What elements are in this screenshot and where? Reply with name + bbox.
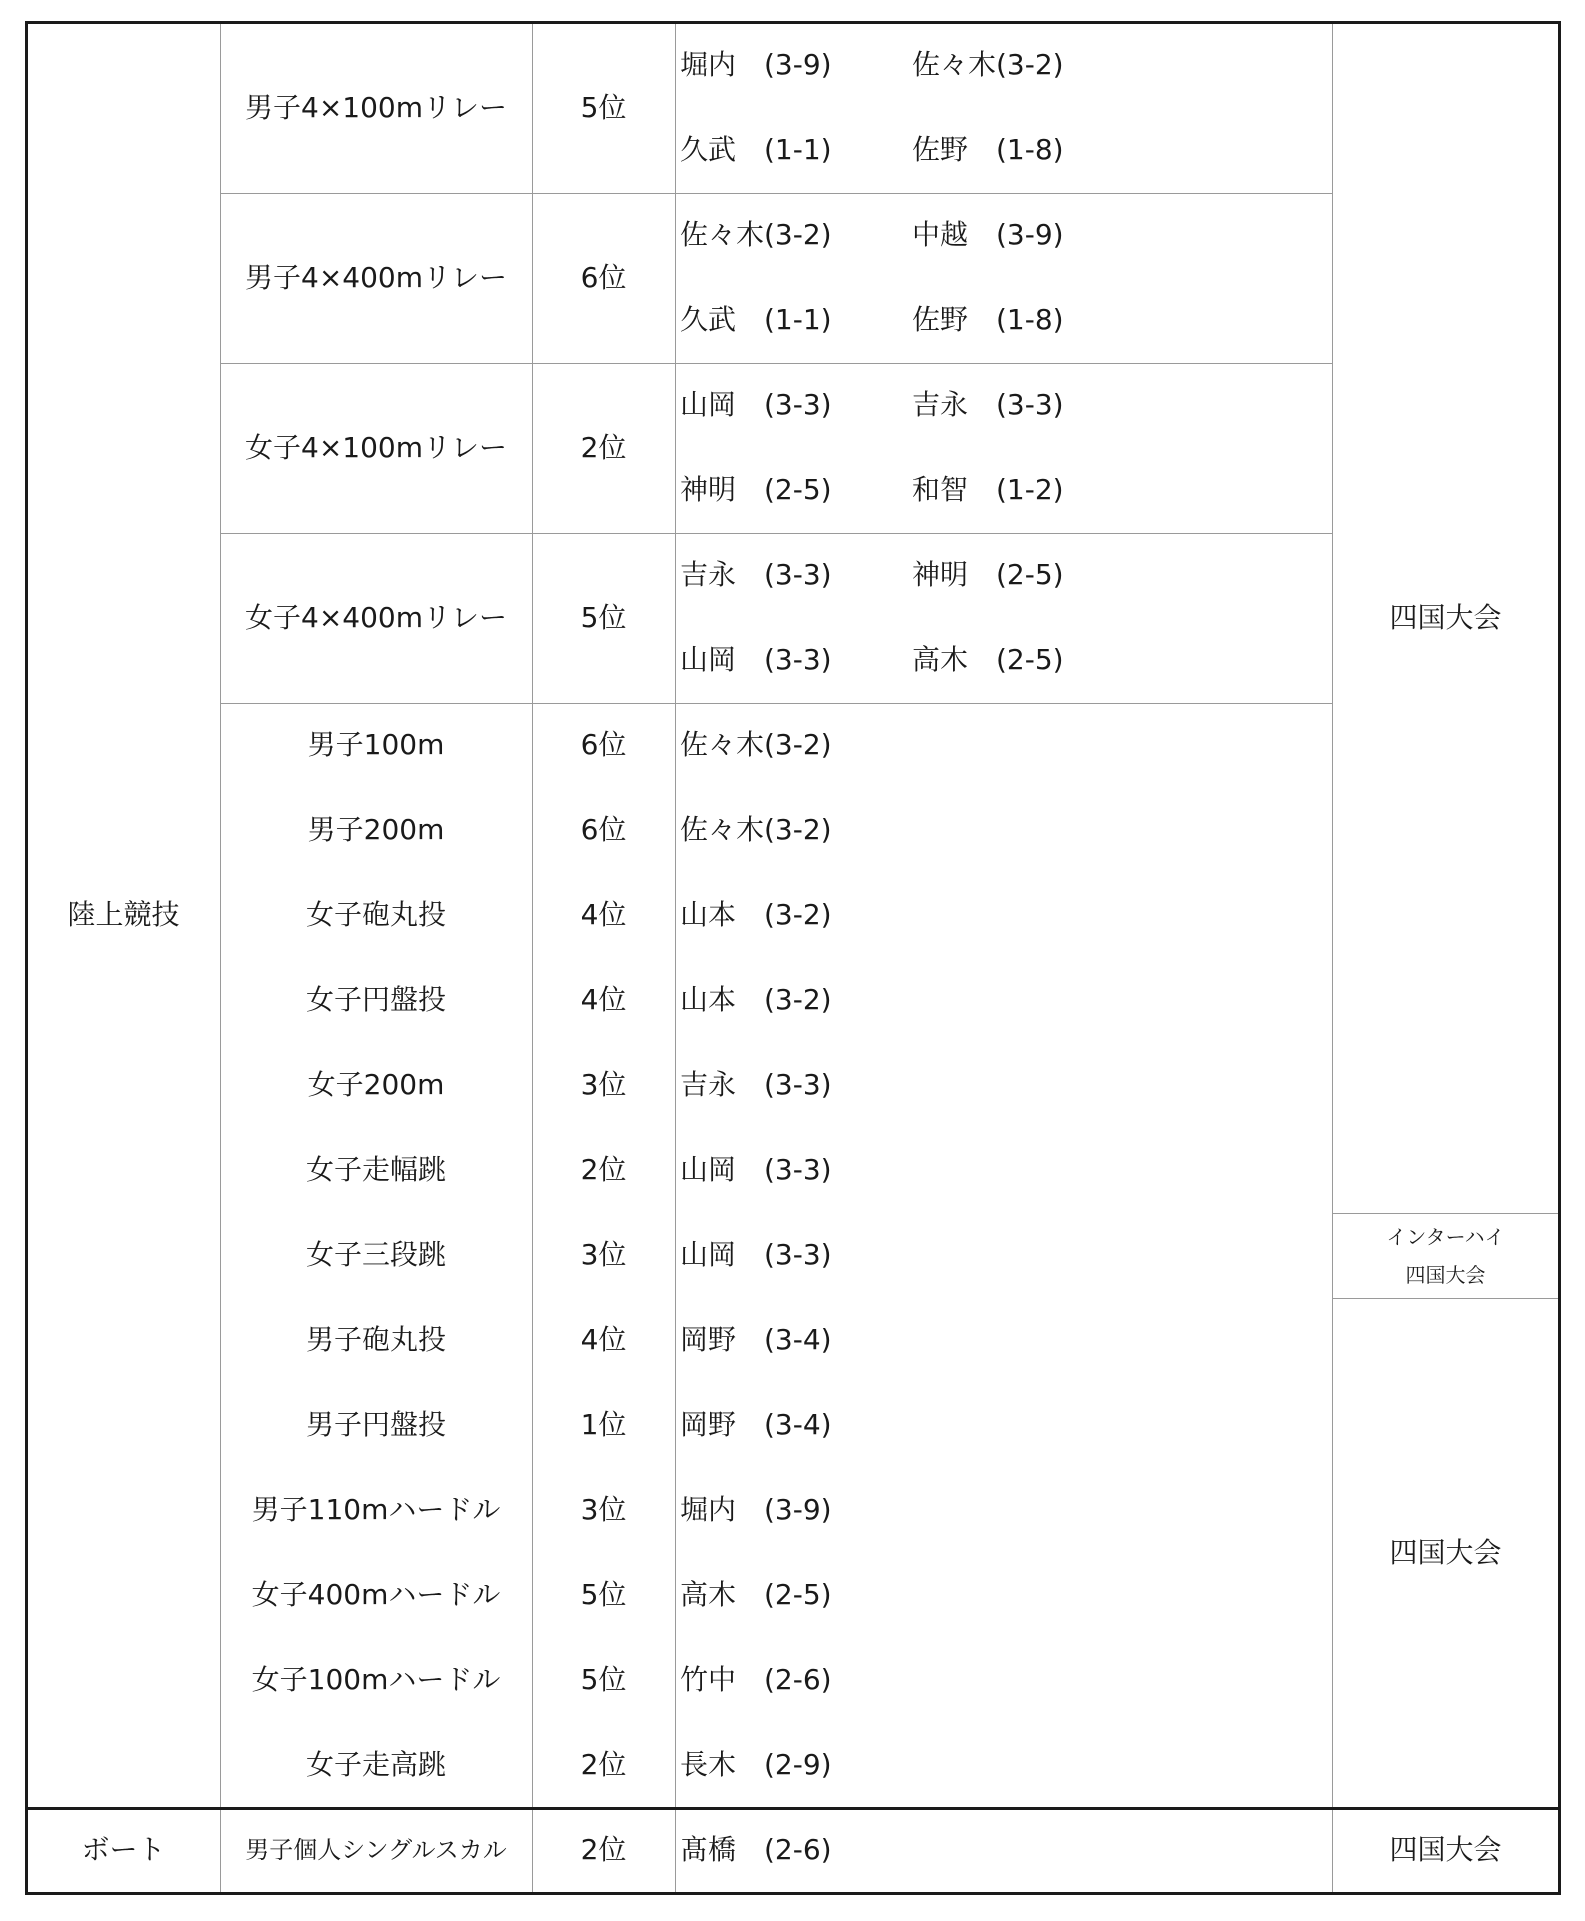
- rank-value: 3位: [580, 1493, 627, 1527]
- row-divider: [26, 1892, 1561, 1895]
- column-divider: [532, 23, 533, 1893]
- athlete-entry: 吉永 (3-3): [912, 388, 1064, 422]
- tournament-line: インターハイ: [1386, 1224, 1505, 1249]
- athlete-entry: 佐々木(3-2): [912, 48, 1064, 82]
- rank-value: 4位: [580, 1323, 627, 1357]
- event-name: 女子三段跳: [305, 1238, 446, 1272]
- event-name: 女子4×100mリレー: [245, 430, 507, 464]
- athlete-entry: 佐野 (1-8): [912, 303, 1064, 337]
- event-name: 女子走高跳: [305, 1748, 446, 1782]
- athlete-entry: 佐野 (1-8): [912, 133, 1064, 167]
- event-name: 女子円盤投: [305, 983, 446, 1017]
- event-name: 男子100m: [307, 728, 445, 762]
- event-name: 女子4×400mリレー: [245, 600, 507, 634]
- athlete-entry: 吉永 (3-3): [680, 558, 832, 592]
- rank-value: 4位: [580, 983, 627, 1017]
- event-name: 男子4×100mリレー: [245, 90, 507, 124]
- athlete-entry: 佐々木(3-2): [680, 813, 832, 847]
- rank-value: 2位: [580, 1153, 627, 1187]
- athlete-entry: 長木 (2-9): [680, 1748, 832, 1782]
- column-divider: [25, 21, 28, 1895]
- rank-value: 5位: [580, 90, 627, 124]
- athlete-entry: 山岡 (3-3): [680, 643, 832, 677]
- rank-value: 6位: [580, 728, 627, 762]
- athlete-entry: 佐々木(3-2): [680, 218, 832, 252]
- athlete-entry: 堀内 (3-9): [680, 1493, 832, 1527]
- rank-value: 2位: [580, 430, 627, 464]
- rank-value: 2位: [580, 1833, 627, 1867]
- column-divider: [1558, 21, 1561, 1895]
- athlete-entry: 和智 (1-2): [912, 473, 1064, 507]
- tournament-name: 四国大会: [1389, 1833, 1502, 1867]
- event-name: 男子個人シングルスカル: [245, 1836, 507, 1865]
- athlete-entry: 神明 (2-5): [912, 558, 1064, 592]
- column-divider: [675, 23, 676, 1893]
- event-name: 男子110mハードル: [251, 1493, 501, 1527]
- event-name: 男子200m: [307, 813, 445, 847]
- athlete-entry: 岡野 (3-4): [680, 1323, 832, 1357]
- athlete-entry: 吉永 (3-3): [680, 1068, 832, 1102]
- athlete-entry: 神明 (2-5): [680, 473, 832, 507]
- athlete-entry: 竹中 (2-6): [680, 1663, 832, 1697]
- rank-value: 1位: [580, 1408, 627, 1442]
- row-divider: [26, 21, 1561, 24]
- event-name: 男子砲丸投: [305, 1323, 446, 1357]
- athlete-entry: 高木 (2-5): [680, 1578, 832, 1612]
- athlete-entry: 山岡 (3-3): [680, 388, 832, 422]
- rank-value: 3位: [580, 1238, 627, 1272]
- athlete-entry: 山本 (3-2): [680, 983, 832, 1017]
- rank-value: 5位: [580, 1663, 627, 1697]
- athlete-entry: 久武 (1-1): [680, 303, 832, 337]
- athlete-entry: 佐々木(3-2): [680, 728, 832, 762]
- event-name: 男子4×400mリレー: [245, 260, 507, 294]
- athlete-entry: 岡野 (3-4): [680, 1408, 832, 1442]
- event-name: 女子走幅跳: [305, 1153, 446, 1187]
- rank-value: 5位: [580, 1578, 627, 1612]
- athlete-entry: 久武 (1-1): [680, 133, 832, 167]
- tournament-name: [1332, 1213, 1559, 1298]
- athlete-entry: 髙橋 (2-6): [680, 1833, 832, 1867]
- athlete-entry: 堀内 (3-9): [680, 48, 832, 82]
- rank-value: 2位: [580, 1748, 627, 1782]
- sport-label: 陸上競技: [67, 898, 180, 932]
- column-divider: [220, 23, 221, 1893]
- tournament-name: 四国大会: [1389, 600, 1502, 634]
- column-divider: [1332, 23, 1333, 1893]
- event-name: 女子200m: [307, 1068, 445, 1102]
- rank-value: 6位: [580, 813, 627, 847]
- event-name: 女子100mハードル: [251, 1663, 501, 1697]
- athlete-entry: 山本 (3-2): [680, 898, 832, 932]
- event-name: 男子円盤投: [305, 1408, 446, 1442]
- rank-value: 3位: [580, 1068, 627, 1102]
- rank-value: 4位: [580, 898, 627, 932]
- tournament-line: 四国大会: [1405, 1262, 1486, 1287]
- tournament-name: 四国大会: [1389, 1535, 1502, 1569]
- sport-label: ボート: [81, 1833, 166, 1867]
- athlete-entry: 中越 (3-9): [912, 218, 1064, 252]
- rank-value: 5位: [580, 600, 627, 634]
- athlete-entry: 山岡 (3-3): [680, 1238, 832, 1272]
- athlete-entry: 高木 (2-5): [912, 643, 1064, 677]
- athlete-entry: 山岡 (3-3): [680, 1153, 832, 1187]
- row-divider: [26, 1807, 1561, 1810]
- rank-value: 6位: [580, 260, 627, 294]
- event-name: 女子400mハードル: [251, 1578, 501, 1612]
- event-name: 女子砲丸投: [305, 898, 446, 932]
